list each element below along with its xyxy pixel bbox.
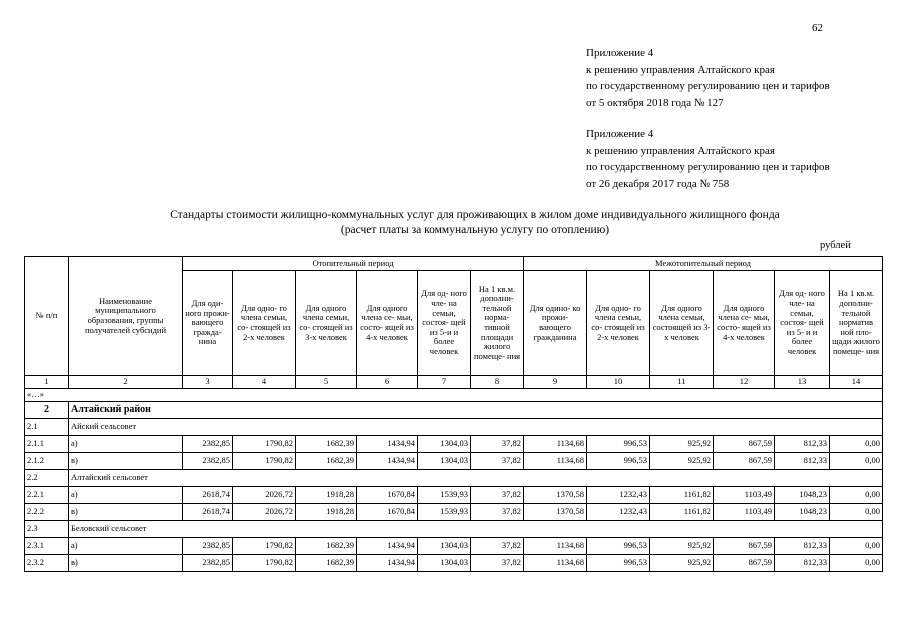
value-cell: 1670,84 <box>357 487 418 504</box>
header-interheating-col: Для од- ного чле- на семьи, состоя- щей из 5- и и более человек <box>775 271 830 376</box>
value-cell: 0,00 <box>830 453 883 470</box>
value-cell: 996,53 <box>587 538 650 555</box>
group-name: Алтайский сельсовет <box>69 470 883 487</box>
ellipsis-cell: «…» <box>25 389 883 402</box>
table-row <box>25 436 883 453</box>
header-interheating-period: Межотопительный период <box>524 257 883 271</box>
value-cell: 1304,03 <box>418 453 471 470</box>
table-row <box>25 555 883 572</box>
value-cell: 37,82 <box>471 487 524 504</box>
value-cell: 1134,68 <box>524 538 587 555</box>
column-number-row <box>25 376 883 389</box>
value-cell: 1370,58 <box>524 504 587 521</box>
appendix-line: по государственному регулированию цен и тарифов <box>586 80 830 92</box>
value-cell: 812,33 <box>775 555 830 572</box>
value-cell: 925,92 <box>650 453 714 470</box>
header-heating-col: Для одного члена се- мьи, состо- ящей из 4-х человек <box>357 271 418 376</box>
table-row <box>25 453 883 470</box>
header-name: Наименование муниципального образования, группы получателей субсидий <box>69 257 183 376</box>
value-cell: 0,00 <box>830 504 883 521</box>
value-cell: 1790,82 <box>233 436 296 453</box>
value-cell: 1434,94 <box>357 436 418 453</box>
table-row <box>25 487 883 504</box>
value-cell: 0,00 <box>830 555 883 572</box>
value-cell: 1682,39 <box>296 555 357 572</box>
value-cell: 2026,72 <box>233 487 296 504</box>
appendix-reference-1 <box>586 45 830 111</box>
column-number: 13 <box>775 376 830 389</box>
header-heating-col: Для оди- ного прожи- вающего гражда- нина <box>183 271 233 376</box>
header-row <box>25 257 883 271</box>
value-cell: 37,82 <box>471 436 524 453</box>
value-cell: 1134,68 <box>524 555 587 572</box>
header-heating-col: Для одно- го члена семьи, со- стоящей из 2-х человек <box>233 271 296 376</box>
appendix-line: Приложение 4 <box>586 47 654 59</box>
column-number: 8 <box>471 376 524 389</box>
value-cell: 1670,84 <box>357 504 418 521</box>
column-number: 7 <box>418 376 471 389</box>
value-cell: 1232,43 <box>587 487 650 504</box>
value-cell: 1304,03 <box>418 538 471 555</box>
value-cell: 2382,85 <box>183 538 233 555</box>
header-heating-period: Отопительный период <box>183 257 524 271</box>
value-cell: 1434,94 <box>357 555 418 572</box>
value-cell: 1103,49 <box>714 504 775 521</box>
header-interheating-col: Для одного члена семьи, состоящей из 3-х человек <box>650 271 714 376</box>
appendix-line: от 26 декабря 2017 года № 758 <box>586 177 730 190</box>
column-number: 2 <box>69 376 183 389</box>
value-cell: 1790,82 <box>233 538 296 555</box>
value-cell: 867,59 <box>714 453 775 470</box>
value-cell: 0,00 <box>830 436 883 453</box>
row-label: а) <box>69 487 183 504</box>
title-line-1: Стандарты стоимости жилищно-коммунальных услуг для проживающих в жилом доме индивидуального жилищного фонда <box>170 209 780 221</box>
district-name: Алтайский район <box>69 402 883 419</box>
header-heating-col: Для одного члена семьи, со- стоящей из 3-х человек <box>296 271 357 376</box>
row-number: 2.2.1 <box>25 487 69 504</box>
appendix-reference-2 <box>586 126 830 192</box>
value-cell: 1048,23 <box>775 504 830 521</box>
group-name: Беловский сельсовет <box>69 521 883 538</box>
value-cell: 2382,85 <box>183 453 233 470</box>
row-number: 2.2.2 <box>25 504 69 521</box>
column-number: 1 <box>25 376 69 389</box>
value-cell: 1918,28 <box>296 487 357 504</box>
value-cell: 37,82 <box>471 538 524 555</box>
appendix-line: к решению управления Алтайского края <box>586 63 775 76</box>
group-row <box>25 470 883 487</box>
value-cell: 2618,74 <box>183 487 233 504</box>
column-number: 3 <box>183 376 233 389</box>
value-cell: 2382,85 <box>183 555 233 572</box>
value-cell: 812,33 <box>775 436 830 453</box>
row-number: 2.3 <box>25 521 69 538</box>
value-cell: 925,92 <box>650 436 714 453</box>
group-row <box>25 419 883 436</box>
title-line-2: (расчет платы за коммунальную услугу по отоплению) <box>340 223 610 236</box>
value-cell: 867,59 <box>714 555 775 572</box>
value-cell: 1161,82 <box>650 487 714 504</box>
appendix-line: к решению управления Алтайского края <box>586 144 775 157</box>
row-number: 2.2 <box>25 470 69 487</box>
header-interheating-col: На 1 кв.м. дополни- тельной норматив ной пло- щади жилого помеще- ния <box>830 271 883 376</box>
table-row <box>25 504 883 521</box>
row-number: 2.3.1 <box>25 538 69 555</box>
row-label: в) <box>69 504 183 521</box>
value-cell: 1682,39 <box>296 436 357 453</box>
value-cell: 1682,39 <box>296 538 357 555</box>
value-cell: 1434,94 <box>357 538 418 555</box>
value-cell: 1134,68 <box>524 436 587 453</box>
value-cell: 1790,82 <box>233 453 296 470</box>
value-cell: 812,33 <box>775 538 830 555</box>
column-number: 11 <box>650 376 714 389</box>
value-cell: 867,59 <box>714 436 775 453</box>
table-row <box>25 538 883 555</box>
value-cell: 37,82 <box>471 453 524 470</box>
value-cell: 1918,28 <box>296 504 357 521</box>
value-cell: 1790,82 <box>233 555 296 572</box>
column-number: 10 <box>587 376 650 389</box>
row-label: а) <box>69 538 183 555</box>
appendix-line: от 5 октября 2018 года № 127 <box>586 96 724 109</box>
row-number: 2.1 <box>25 419 69 436</box>
value-cell: 1161,82 <box>650 504 714 521</box>
value-cell: 925,92 <box>650 538 714 555</box>
district-row <box>25 402 883 419</box>
value-cell: 2382,85 <box>183 436 233 453</box>
value-cell: 1048,23 <box>775 487 830 504</box>
value-cell: 1134,68 <box>524 453 587 470</box>
column-number: 14 <box>830 376 883 389</box>
header-interheating-col: Для одного члена се- мьи, состо- ящей из 4-х человек <box>714 271 775 376</box>
header-heating-col: На 1 кв.м. дополни- тельной норма- тивной площади жилого помеще- ния <box>471 271 524 376</box>
value-cell: 1304,03 <box>418 555 471 572</box>
value-cell: 925,92 <box>650 555 714 572</box>
page-number: 62 <box>812 22 823 34</box>
value-cell: 1539,93 <box>418 504 471 521</box>
row-label: в) <box>69 453 183 470</box>
value-cell: 0,00 <box>830 487 883 504</box>
value-cell: 996,53 <box>587 555 650 572</box>
column-number: 4 <box>233 376 296 389</box>
row-number: 2.1.2 <box>25 453 69 470</box>
row-number: 2.1.1 <box>25 436 69 453</box>
value-cell: 812,33 <box>775 453 830 470</box>
column-number: 12 <box>714 376 775 389</box>
value-cell: 37,82 <box>471 555 524 572</box>
value-cell: 867,59 <box>714 538 775 555</box>
ellipsis-row <box>25 389 883 402</box>
value-cell: 2026,72 <box>233 504 296 521</box>
value-cell: 1434,94 <box>357 453 418 470</box>
value-cell: 996,53 <box>587 453 650 470</box>
header-heating-col: Для од- ного чле- на семьи, состоя- щей из 5-и и более человек <box>418 271 471 376</box>
row-label: в) <box>69 555 183 572</box>
value-cell: 996,53 <box>587 436 650 453</box>
column-number: 5 <box>296 376 357 389</box>
column-number: 9 <box>524 376 587 389</box>
column-number: 6 <box>357 376 418 389</box>
value-cell: 1103,49 <box>714 487 775 504</box>
district-no: 2 <box>25 402 69 419</box>
row-label: а) <box>69 436 183 453</box>
header-no: № п/п <box>25 257 69 376</box>
row-number: 2.3.2 <box>25 555 69 572</box>
value-cell: 2618,74 <box>183 504 233 521</box>
value-cell: 0,00 <box>830 538 883 555</box>
value-cell: 1682,39 <box>296 453 357 470</box>
appendix-line: по государственному регулированию цен и тарифов <box>586 161 830 173</box>
group-row <box>25 521 883 538</box>
header-interheating-col: Для одно- го члена семьи, со- стоящей из 2-х человек <box>587 271 650 376</box>
header-interheating-col: Для одино- ко прожи- вающего гражданина <box>524 271 587 376</box>
value-cell: 1370,58 <box>524 487 587 504</box>
value-cell: 1232,43 <box>587 504 650 521</box>
tariff-table <box>24 256 883 572</box>
appendix-line: Приложение 4 <box>586 128 654 140</box>
document-title <box>60 208 890 237</box>
value-cell: 1539,93 <box>418 487 471 504</box>
currency-unit: рублей <box>820 240 851 251</box>
value-cell: 1304,03 <box>418 436 471 453</box>
group-name: Айский сельсовет <box>69 419 883 436</box>
value-cell: 37,82 <box>471 504 524 521</box>
